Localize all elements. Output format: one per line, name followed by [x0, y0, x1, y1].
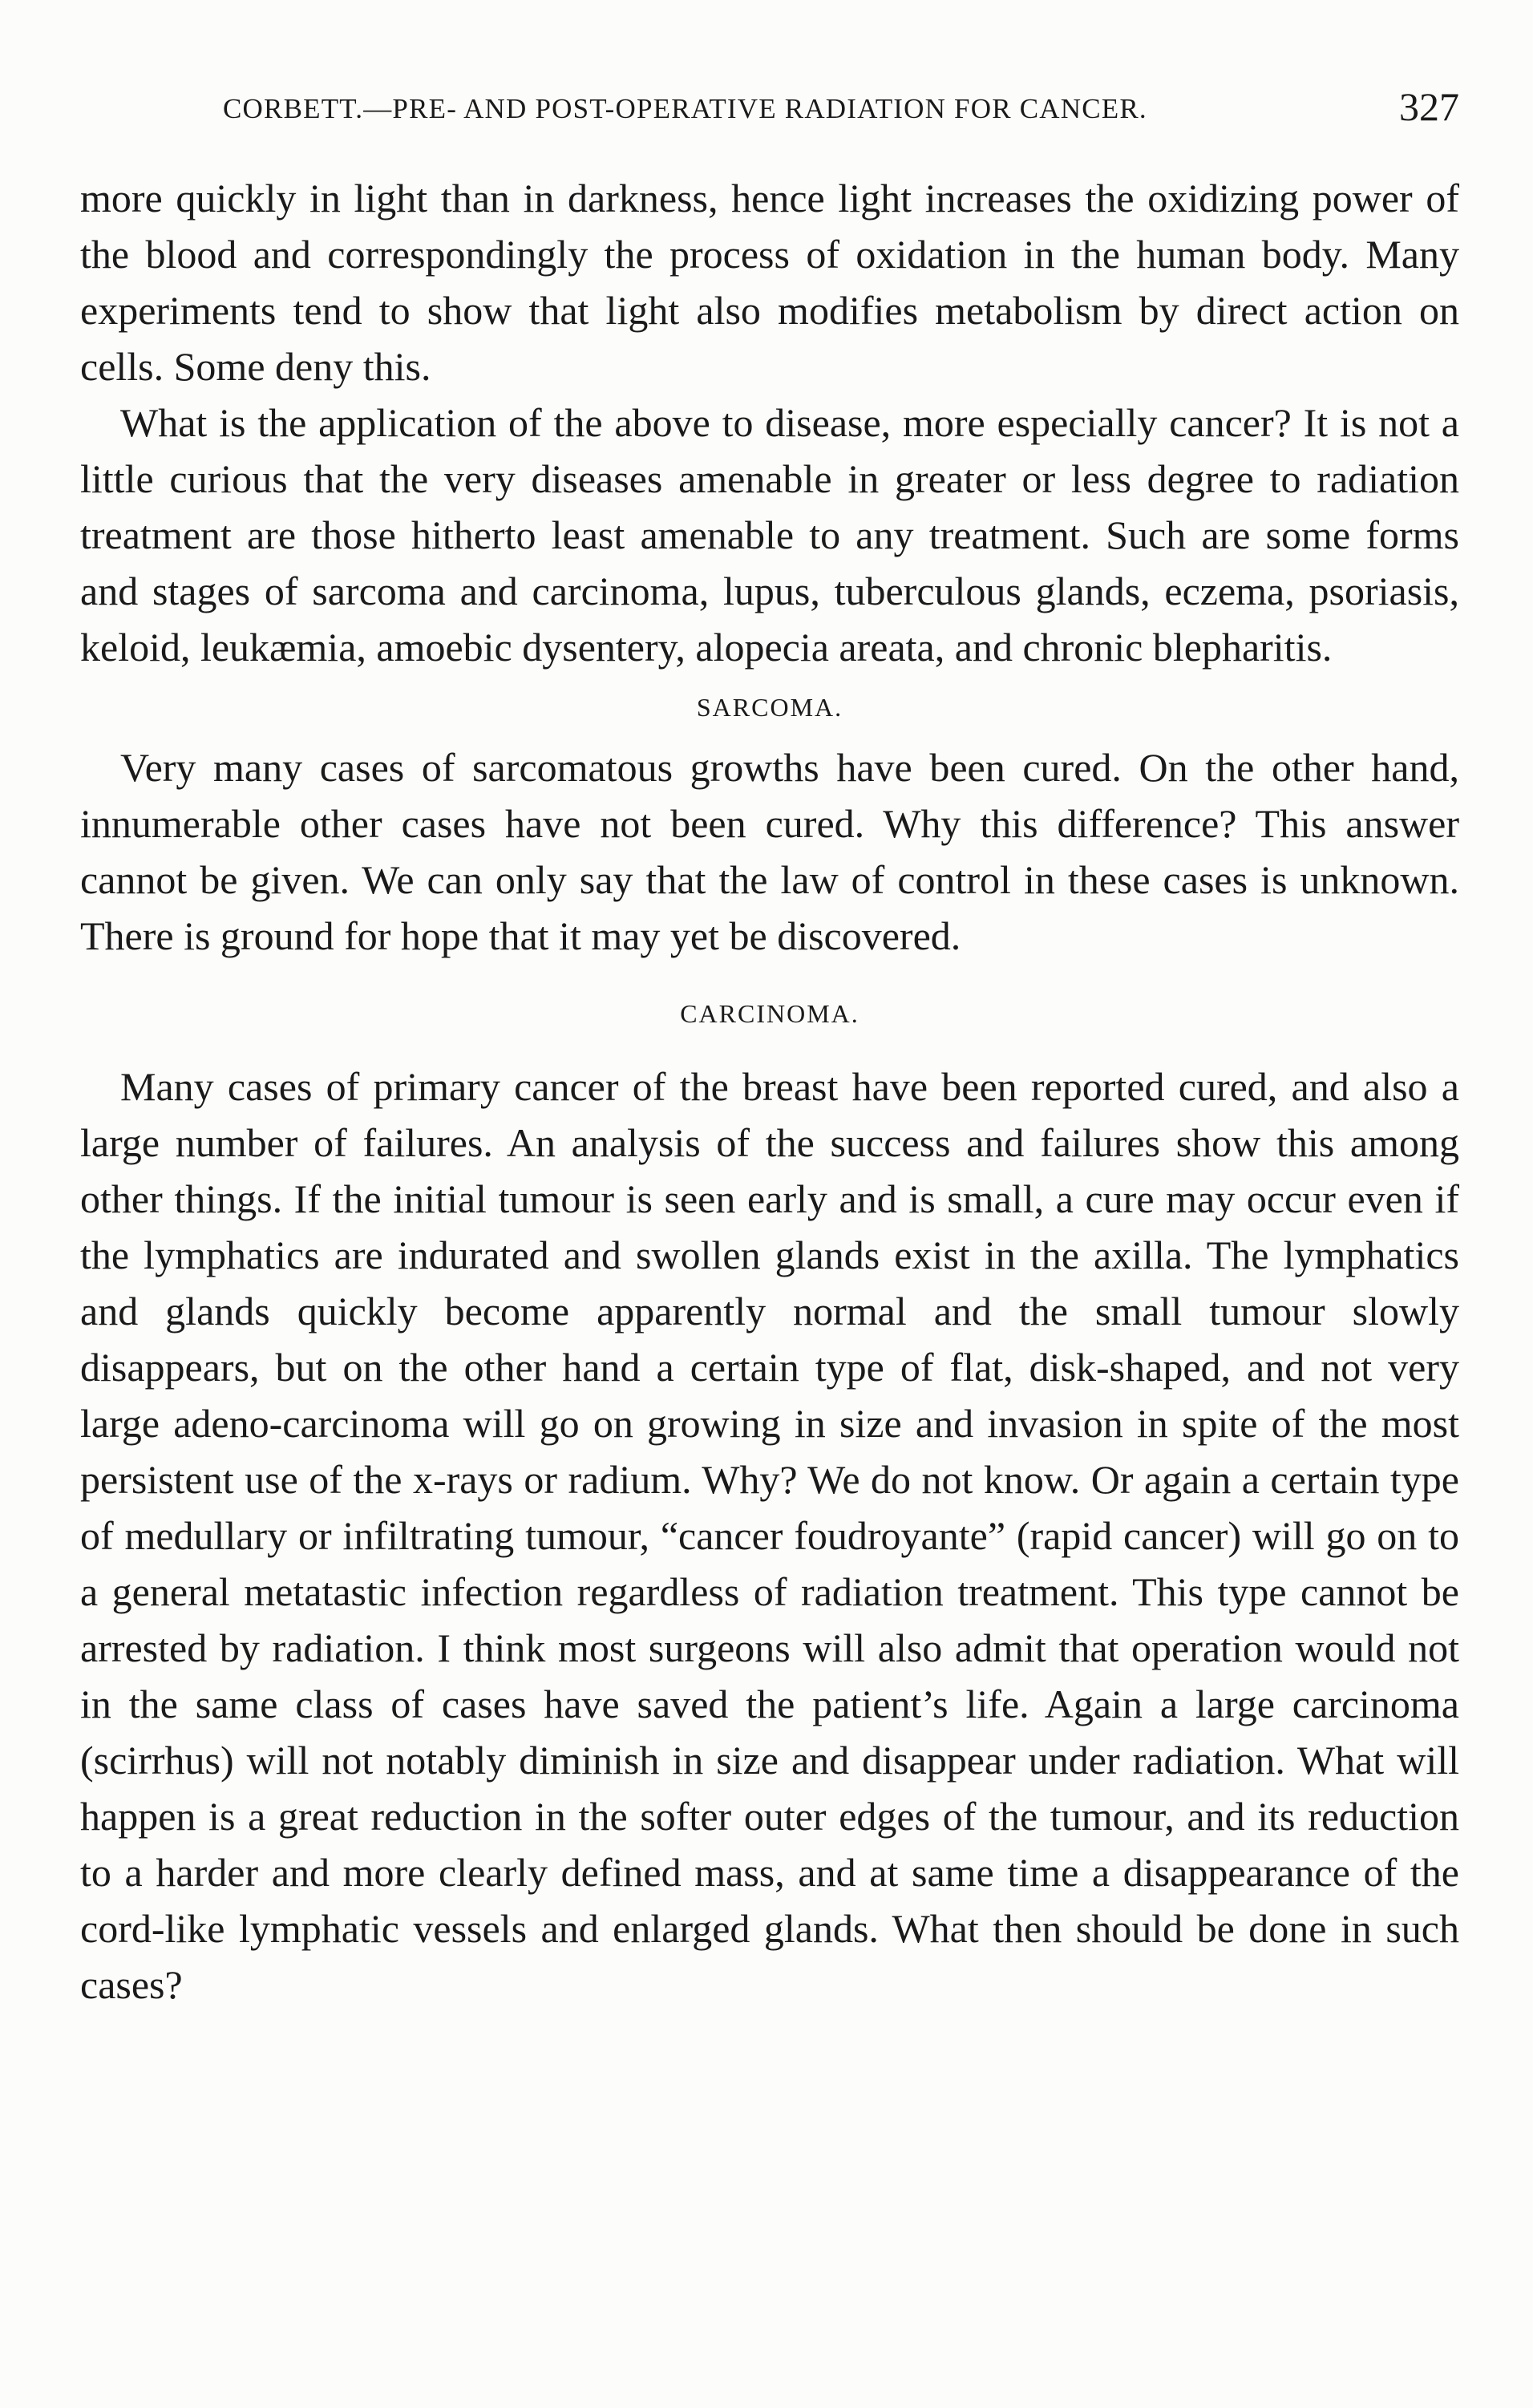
- paragraph-sarcoma: Very many cases of sarcomatous growths have been cured. On the other hand, innumerable other cases have not been cured. Why this difference? This answer cannot be given. We can only say that the law of control in these cases is unknown. There is ground for hope that it may yet be discovered.: [80, 745, 1459, 958]
- text-body: [80, 170, 1459, 2013]
- paragraph-application: What is the application of the above to disease, more especially cancer? It is not a little curious that the very diseases amenable in greater or less degree to radiation treatment are those hitherto least amenable to any treatment. Such are some forms and stages of sarcoma and carcinoma, lupus, tuberculous glands, eczema, psoriasis, keloid, leukæmia, amoebic dysentery, alopecia areata, and chronic blepharitis.: [80, 400, 1459, 670]
- page-header: [80, 77, 1459, 141]
- section-heading-sarcoma: SARCOMA.: [696, 693, 843, 722]
- page-number: 327: [1399, 84, 1459, 129]
- section-heading-carcinoma: CARCINOMA.: [680, 999, 860, 1028]
- running-head: CORBETT.—PRE- AND POST-OPERATIVE RADIATION FOR CANCER.: [223, 93, 1147, 124]
- paragraph-continuation: more quickly in light than in darkness, hence light increases the oxidizing power of the blood and correspondingly the process of oxidation in the human body. Many experiments tend to show that light also modifies metabolism by direct action on cells. Some deny this.: [80, 176, 1459, 389]
- paragraph-carcinoma: Many cases of primary cancer of the breast have been reported cured, and also a large number of failures. An analysis of the success and failures show this among other things. If the initial tumour is seen early and is small, a cure may occur even if the lymphatics are indurated and swollen glands exist in the axilla. The lymphatics and glands quickly become apparently normal and the small tumour slowly disappears, but on the other hand a certain type of flat, disk-shaped, and not very large adeno-carcinoma will go on growing in size and invasion in spite of the most persistent use of the x-rays or radium. Why? We do not know. Or again a certain type of medullary or infiltrating tumour, “cancer foudroyante” (rapid cancer) will go on to a general metatastic infection regardless of radiation treatment. This type cannot be arrested by radiation. I think most surgeons will also admit that operation would not in the same class of cases have saved the patient’s life. Again a large carcinoma (scirrhus) will not notably diminish in size and disappear under radiation. What will happen is a great reduction in the softer outer edges of the tumour, and its reduction to a harder and more clearly defined mass, and at same time a disappearance of the cord-like lymphatic vessels and enlarged glands. What then should be done in such cases?: [80, 1064, 1459, 2007]
